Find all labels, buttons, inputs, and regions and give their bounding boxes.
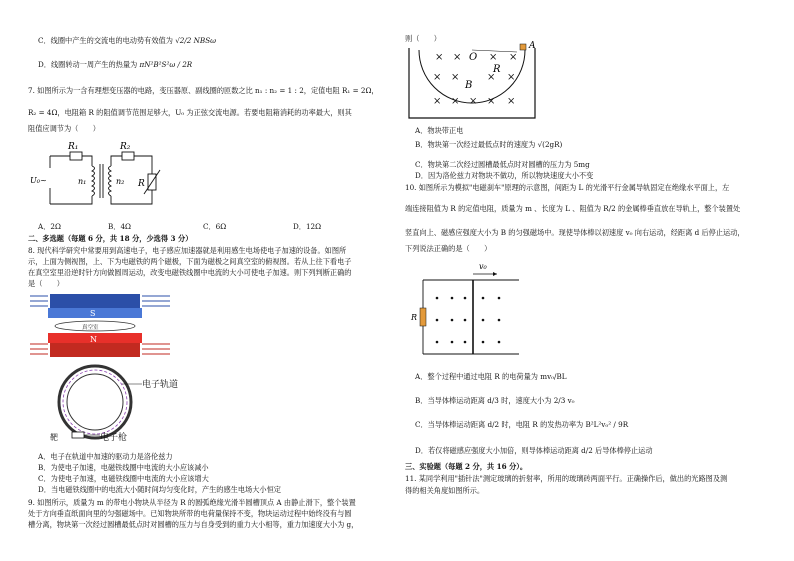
- q9-stem-tail: 则（ ）: [405, 34, 441, 43]
- svg-text:×: ×: [469, 96, 478, 107]
- q10-option-a[interactable]: A．整个过程中通过电阻 R 的电荷量为 mv₀/BL: [415, 372, 567, 381]
- q6-option-c[interactable]: C．线圈中产生的交流电的电动势有效值为 √2/2 NBSω: [38, 36, 216, 45]
- q7-stem-line2: R₂ = 4Ω，电阻箱 R 的阻值调节范围足够大，U₀ 为正弦交流电源。若要电阻箱消耗的功率最大，则其: [28, 108, 352, 117]
- electron-gun-label: 电子枪: [100, 433, 128, 443]
- r-label: R: [138, 179, 145, 189]
- q8-option-a[interactable]: A．电子在轨道中加速的驱动力是洛伦兹力: [38, 452, 173, 461]
- point-a-label: A: [529, 41, 536, 51]
- q7-option-c[interactable]: C．6Ω: [203, 222, 227, 231]
- q9-option-a[interactable]: A．物块带正电: [415, 126, 464, 135]
- q9-stem-line1: 9. 如图所示，质量为 m 的带电小物块从半径为 R 的圆弧绝缘光滑半圆槽顶点 A 由静止滑下，整个装置: [28, 498, 356, 507]
- vacuum-chamber-label: 真空室: [82, 325, 99, 331]
- svg-text:×: ×: [451, 96, 460, 107]
- q8-option-b[interactable]: B．为使电子加速，电磁铁线圈中电流的大小应该减小: [38, 463, 209, 472]
- q7-option-d[interactable]: D．12Ω: [293, 222, 322, 231]
- svg-text:×: ×: [433, 96, 442, 107]
- n1-label: n₁: [78, 177, 87, 186]
- q9-option-c[interactable]: C．物块第二次经过圆槽最低点时对圆槽的压力为 5mg: [415, 160, 590, 169]
- q11-stem-line2: 得的相关角度如图所示。: [405, 486, 485, 495]
- q7-option-b[interactable]: B．4Ω: [108, 222, 132, 231]
- svg-text:×: ×: [487, 72, 496, 83]
- electron-orbit-label: 电子轨道: [142, 380, 179, 390]
- center-o-label: O: [469, 52, 478, 63]
- r2-label: R₂: [120, 142, 131, 152]
- svg-text:×: ×: [453, 52, 462, 63]
- svg-text:×: ×: [433, 72, 442, 83]
- svg-text:×: ×: [507, 96, 516, 107]
- q6c-formula: √2/2 NBSω: [175, 36, 216, 45]
- svg-text:×: ×: [509, 52, 518, 63]
- q10-option-b[interactable]: B．当导体棒运动距离 d/3 时，速度大小为 2/3 v₀: [415, 396, 575, 405]
- q7-option-a[interactable]: A．2Ω: [38, 222, 61, 231]
- q9-stem-line2: 处于方向垂直纸面向里的匀强磁场中。已知物块所带的电荷量保持不变，物块运动过程中始终没有与圆: [28, 509, 352, 518]
- section-experiment-heading: 三、实验题（每题 2 分，共 16 分）。: [405, 462, 528, 471]
- point-b-label: B: [465, 80, 473, 91]
- section-multiple-choice-heading: 二、多选题（每题 6 分，共 18 分，少选得 3 分）: [28, 234, 193, 243]
- q10-option-c[interactable]: C．当导体棒运动距离 d/2 时，电阻 R 的发热功率为 B²L²v₀² / 9R: [415, 420, 629, 429]
- electromagnetic-brake-figure: [407, 258, 527, 358]
- q9-stem-line3: 槽分离，物块第一次经过圆槽最低点时对圆槽的压力与自身受到的重力大小相等，重力加速度大小为 g，: [28, 520, 359, 529]
- electron-accelerator-figure: [30, 292, 180, 444]
- u0-label: U₀~: [30, 176, 47, 185]
- semicircle-groove-figure: [407, 40, 537, 120]
- svg-text:×: ×: [487, 96, 496, 107]
- svg-text:×: ×: [489, 52, 498, 63]
- q6d-formula: πN²B²S²ω / 2R: [139, 60, 193, 69]
- target-label: 靶: [50, 433, 58, 442]
- q10-option-d[interactable]: D．若仅将磁感应强度大小加倍，则导体棒运动距离 d/2 后导体棒停止运动: [415, 446, 653, 455]
- resistor-r-label: R: [411, 313, 418, 322]
- svg-text:×: ×: [507, 72, 516, 83]
- q6-option-d[interactable]: D．线圈转动一周产生的热量为 πN²B²S²ω / 2R: [38, 60, 193, 69]
- q10-stem-line2: 端连接阻值为 R 的定值电阻，质量为 m 、长度为 L 、阻值为 R/2 的金属棒垂直放在导轨上，整个装置处: [405, 204, 741, 213]
- transformer-circuit-figure: [30, 138, 170, 220]
- q9-option-b[interactable]: B．物块第一次经过最低点时的速度为 √(2gR): [415, 140, 563, 149]
- q9-option-d[interactable]: D．因为洛伦兹力对物块不做功，所以物块速度大小不变: [415, 171, 594, 180]
- r1-label: R₁: [68, 142, 79, 152]
- q10-stem-line4: 下列说法正确的是（ ）: [405, 244, 492, 253]
- q8-stem-line2: 示，上面为侧视图，上、下为电磁铁的两个磁极，下面为磁极之间真空室的俯视图。若从上往下看电子: [28, 257, 352, 266]
- s-pole-label: S: [90, 309, 96, 318]
- q8-stem-line4: 是（ ）: [28, 279, 64, 288]
- q8-stem-line1: 8. 现代科学研究中常要用到高速电子，电子感应加速器就是利用感生电场使电子加速的设备。如图所: [28, 246, 347, 255]
- q7-stem-line1: 7. 如图所示为一含有理想变压器的电路，变压器原、副线圈的匝数之比 n₁ : n₂ = 1 : 2，定值电阻 R₁ = 2Ω，: [28, 86, 379, 95]
- velocity-v0-label: v₀: [479, 262, 487, 271]
- q8-option-c[interactable]: C．为使电子加速，电磁铁线圈中电流的大小应该增大: [38, 474, 209, 483]
- svg-text:×: ×: [451, 72, 460, 83]
- q11-stem-line1: 11. 某同学利用"插针法"测定玻璃的折射率，所用的玻璃砖两面平行。正确操作后，做出的光路图及测: [405, 474, 728, 483]
- q7-stem-line3: 阻值应调节为（ ）: [28, 124, 100, 133]
- q8-stem-line3: 在真空室里沿逆时针方向做圆周运动，改变电磁铁线圈中电流的大小可使电子加速。则下列判断正确的: [28, 268, 352, 277]
- n-pole-label: N: [90, 335, 97, 344]
- q8-option-d[interactable]: D．当电磁铁线圈中的电流大小随时间均匀变化时，产生的感生电场大小恒定: [38, 485, 281, 494]
- n2-label: n₂: [116, 177, 125, 186]
- radius-r-label: R: [493, 64, 501, 75]
- q10-stem-line1: 10. 如图所示为模拟"电磁刹车"原理的示意图，间距为 L 的光滑平行金属导轨固定在绝缘水平面上，左: [405, 183, 730, 192]
- q10-stem-line3: 竖直向上、磁感应强度大小为 B 的匀强磁场中。现使导体棒以初速度 v₀ 向右运动，经距离 d 后停止运动，: [405, 228, 745, 237]
- svg-text:×: ×: [435, 52, 444, 63]
